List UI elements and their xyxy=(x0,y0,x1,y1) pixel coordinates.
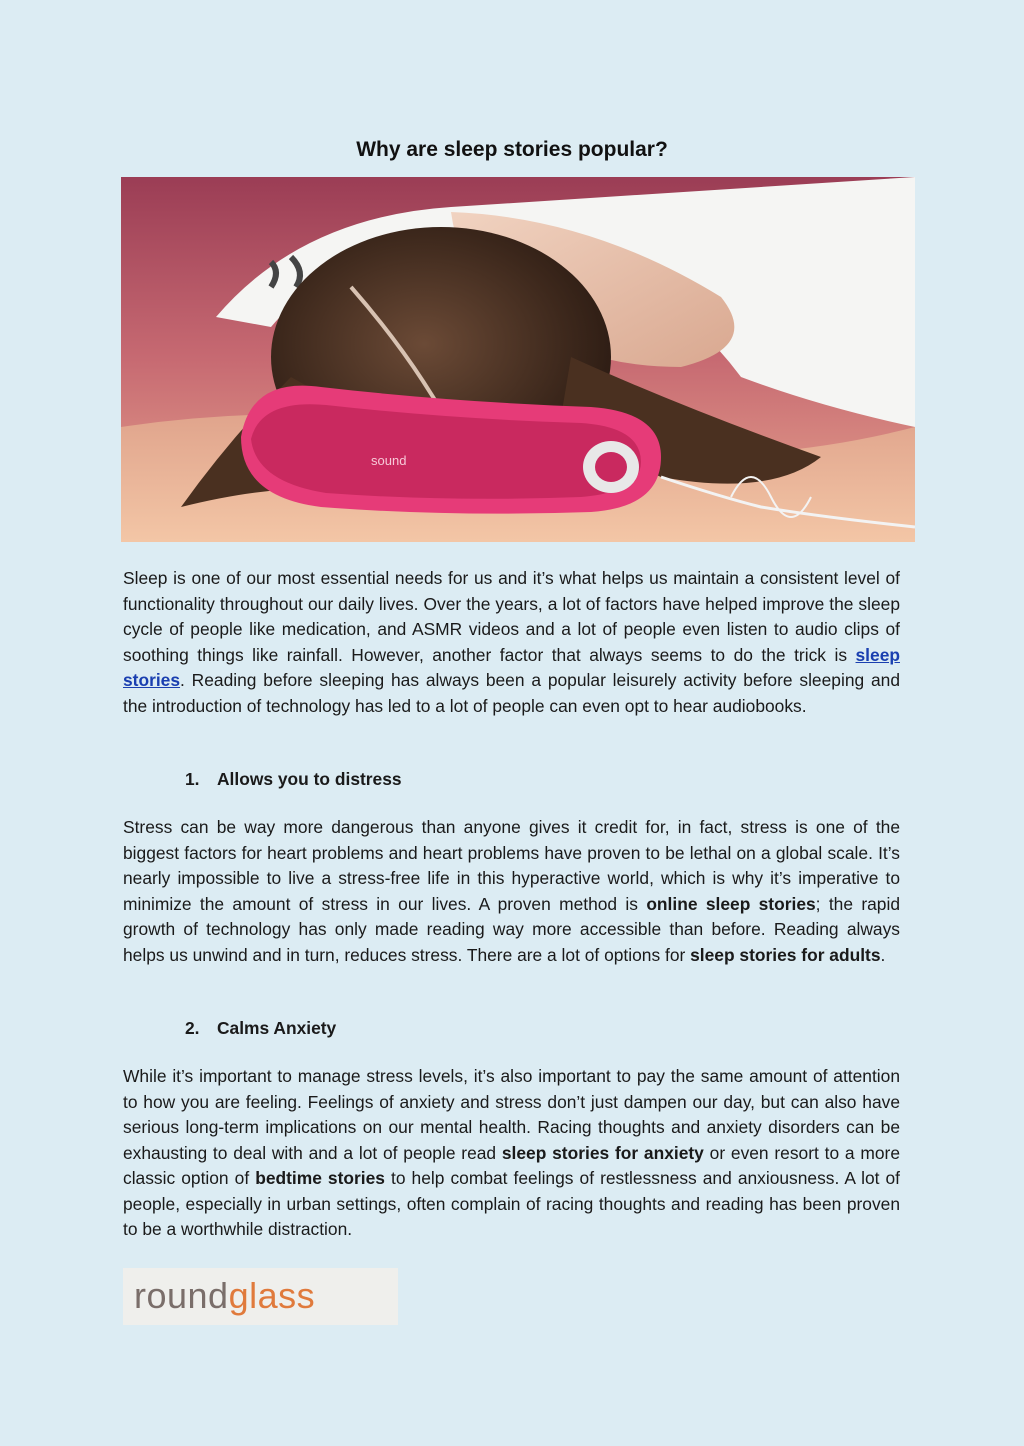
section-1-bold-online-sleep-stories: online sleep stories xyxy=(646,893,816,914)
section-2-text-a: While it’s important to manage stress levels, it’s also important to pay the same amount of attention to how you are feeling. Feelings of anxiety and stress don’t just dampen our day, but can also have serious long-term implications on our mental health. Racing thoughts and anxiety disorders can be exhausting to deal with and a lot of people read xyxy=(123,1066,900,1163)
page-title: Why are sleep stories popular? xyxy=(356,138,668,162)
section-1-number: 1. xyxy=(185,769,200,789)
section-1-paragraph xyxy=(123,815,900,968)
section-2-heading xyxy=(185,1018,336,1039)
hero-image-girl-with-headphones xyxy=(121,177,915,542)
section-2-bold-sleep-stories-for-anxiety: sleep stories for anxiety xyxy=(501,1142,704,1163)
section-1-heading xyxy=(185,769,402,790)
intro-text-after-link: . Reading before sleeping has always been a popular leisurely activity before sleeping and the introduction of technology has led to a lot of people can even opt to hear audiobooks. xyxy=(123,670,900,716)
section-2-number: 2. xyxy=(185,1018,200,1038)
roundglass-logo xyxy=(123,1268,398,1325)
section-2-text-c: to help combat feelings of restlessness and anxiousness. A lot of people, especially in urban settings, often complain of racing thoughts and reading has been proven to be a worthwhile distraction. xyxy=(123,1168,900,1239)
section-1-bold-sleep-stories-for-adults: sleep stories for adults xyxy=(690,944,881,965)
section-2-heading-text: Calms Anxiety xyxy=(217,1018,337,1038)
section-2-paragraph xyxy=(123,1064,900,1243)
section-2-bold-bedtime-stories: bedtime stories xyxy=(255,1168,385,1188)
section-1-heading-text: Allows you to distress xyxy=(217,769,402,789)
logo-text: roundglass xyxy=(134,1274,316,1316)
section-1-text-b: ; the rapid growth of technology has only made reading way more accessible than before. Reading always helps us unwind and in turn, reduces stress. There are a lot of options for xyxy=(123,893,901,965)
section-1-text-a: Stress can be way more dangerous than anyone gives it credit for, in fact, stress is one of the biggest factors for heart problems and heart problems have proven to be lethal on a global scale. It’s nearly impossible to live a stress-free life in this hyperactive world, which is why it’s imperative to minimize the amount of stress in our lives. A proven method is xyxy=(123,817,900,914)
hero-illustration xyxy=(121,177,915,542)
intro-paragraph xyxy=(123,566,900,719)
headphone-brand-text: sound xyxy=(371,453,407,468)
section-1-text-c: . xyxy=(880,944,886,965)
intro-text-before-link: Sleep is one of our most essential needs for us and it’s what helps us maintain a consistent level of functionality throughout our daily lives. Over the years, a lot of factors have helped improve the sleep cycle of people like medication, and ASMR videos and a lot of people even listen to audio clips of soothing things like rainfall. However, another factor that always seems to do the trick is xyxy=(123,568,900,665)
section-2-text-b: or even resort to a more classic option of xyxy=(123,1142,900,1188)
sleep-stories-link[interactable]: sleep stories xyxy=(123,644,900,690)
roundglass-logo-mark xyxy=(128,1272,393,1322)
